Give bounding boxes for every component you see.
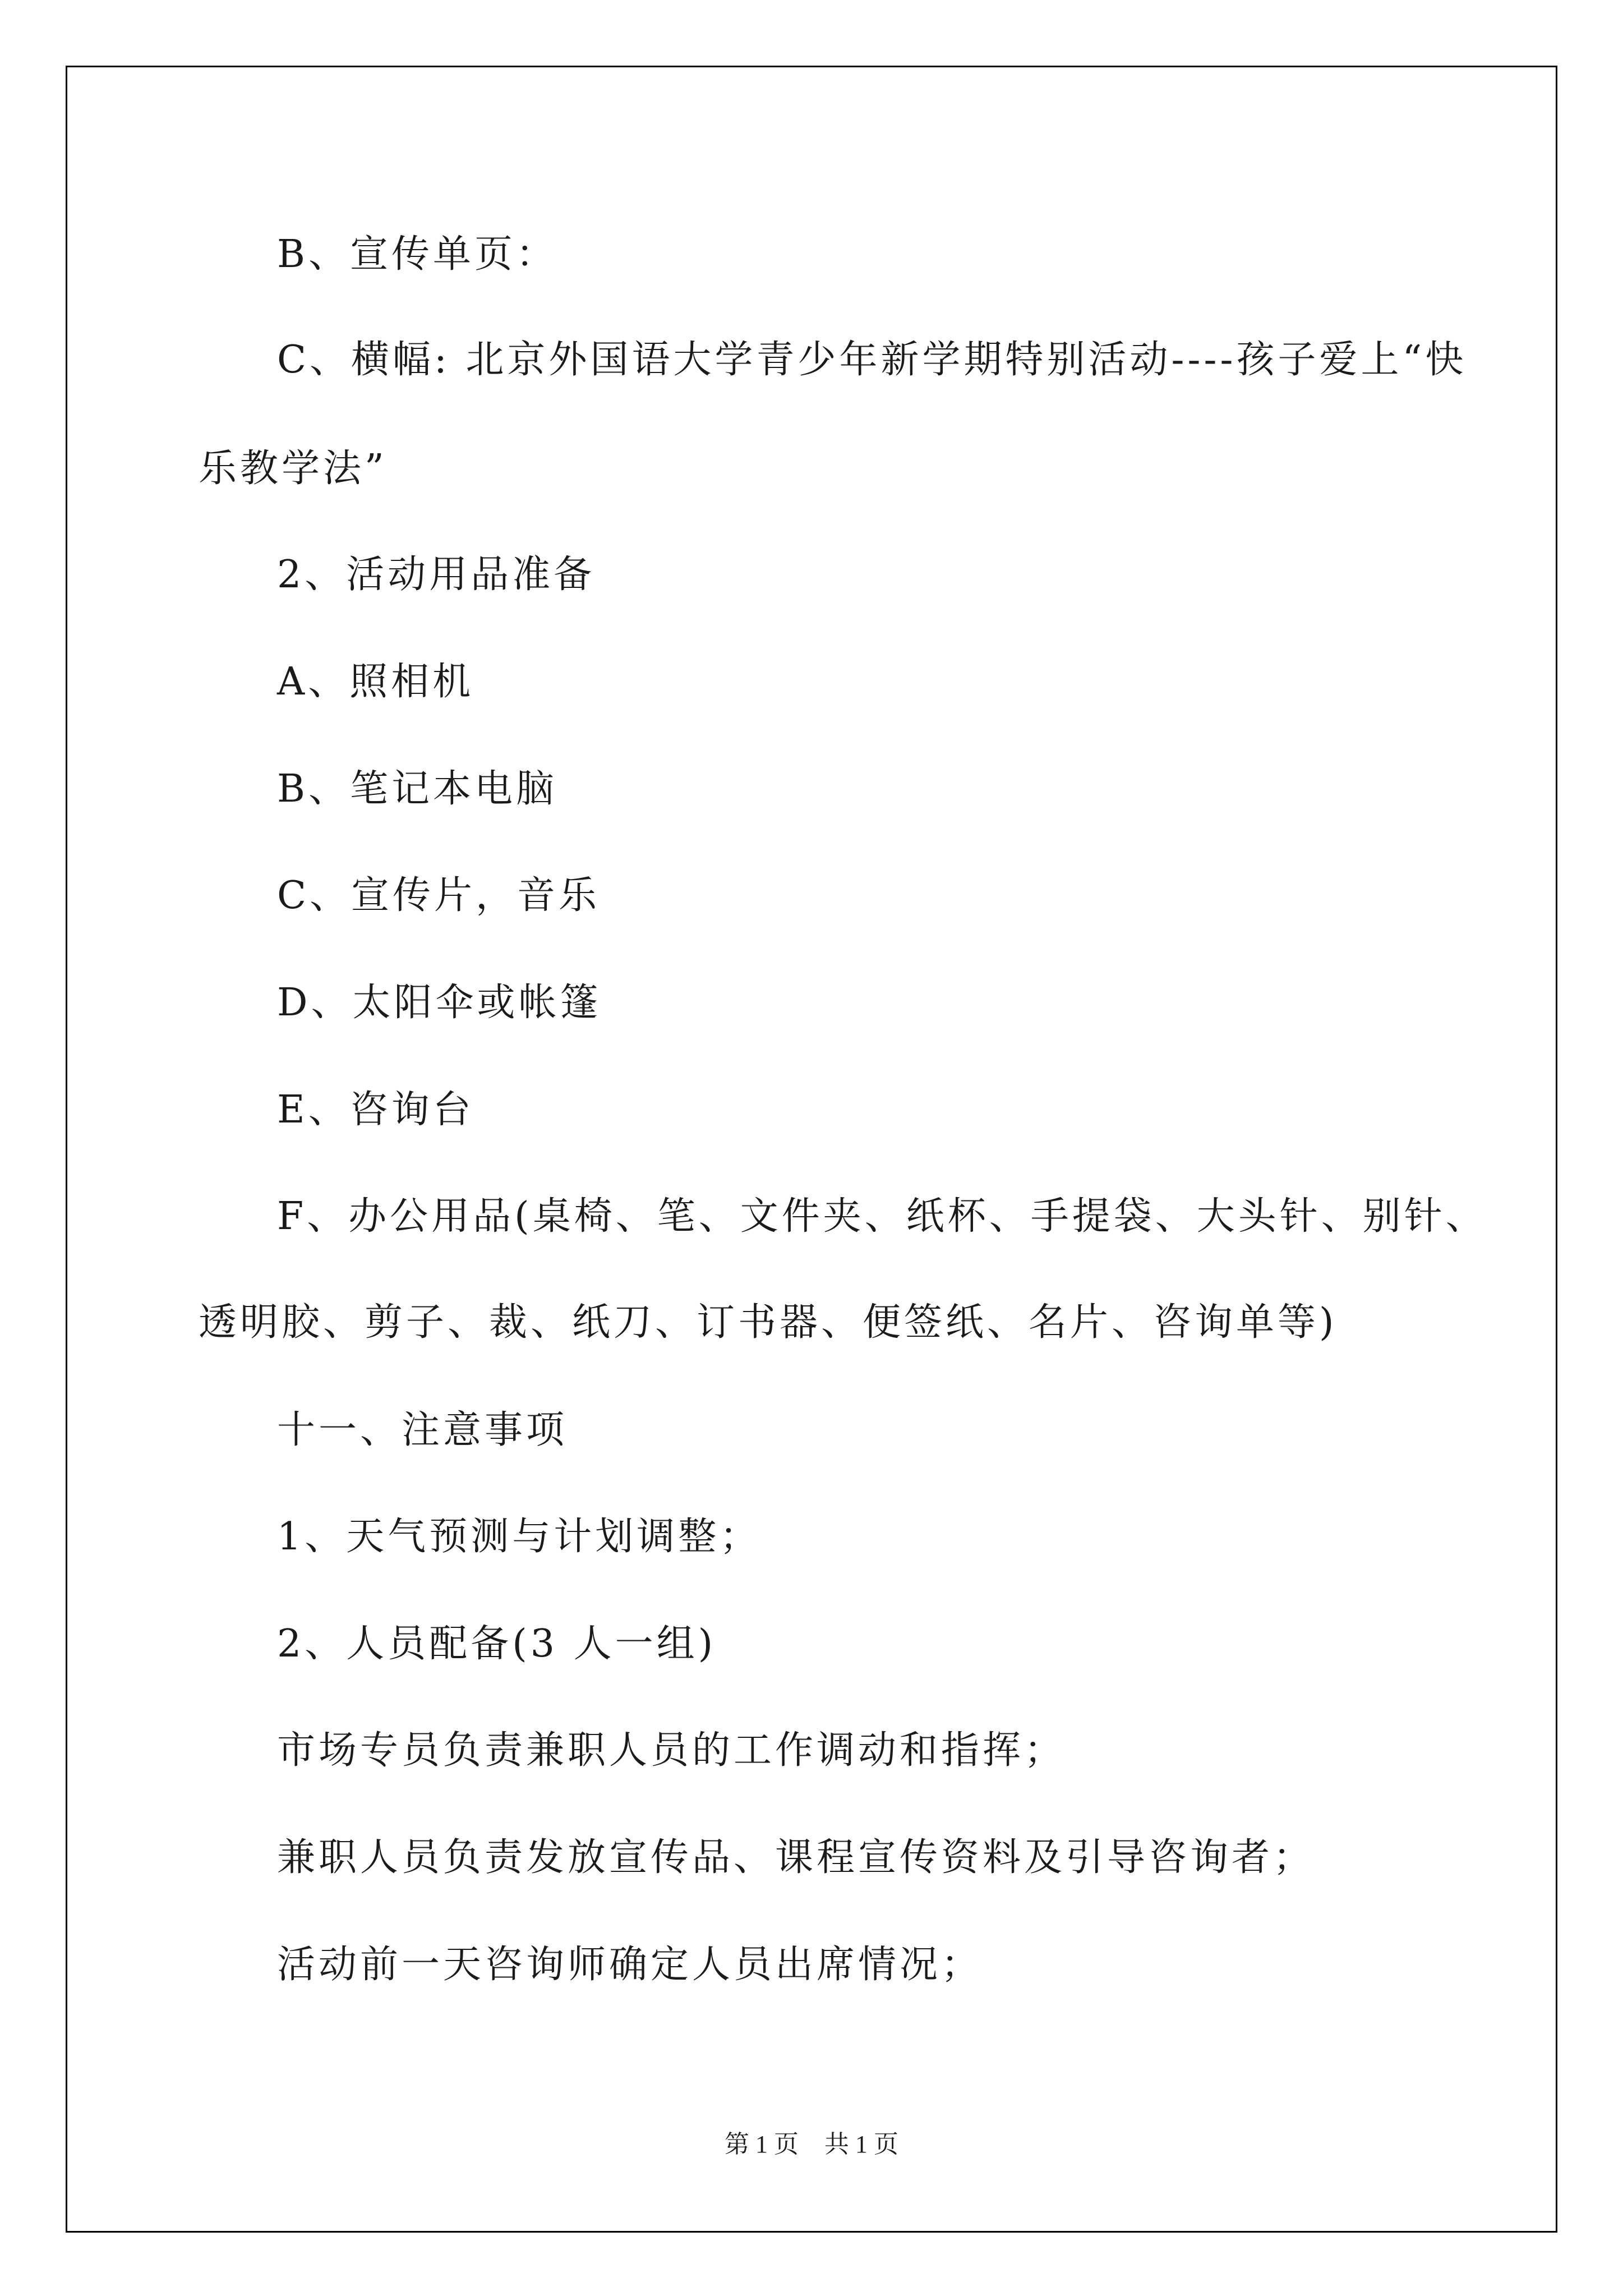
text-line: B、笔记本电脑 [277,767,557,811]
text-line: C、横幅: 北京外国语大学青少年新学期特别活动----孩子爱上“快 [277,338,1467,382]
text-line: 透明胶、剪子、裁、纸刀、订书器、便签纸、名片、咨询单等) [199,1300,1338,1345]
text-line: 2、人员配备(3 人一组) [277,1622,717,1666]
page-border [66,66,1557,2233]
text-line: F、办公用品(桌椅、笔、文件夹、纸杯、手提袋、大头针、别针、 [277,1194,1487,1239]
text-line: 1、天气预测与计划调整； [277,1515,762,1559]
text-line: C、宣传片，音乐 [277,873,601,918]
text-line: 市场专员负责兼职人员的工作调动和指挥； [277,1728,1066,1773]
text-line: E、咨询台 [277,1088,474,1132]
section-heading: 十一、注意事项 [277,1408,568,1452]
text-line: B、宣传单页： [277,232,557,277]
text-line: 活动前一天咨询师确定人员出席情况； [277,1943,983,1987]
text-line: A、照相机 [277,660,474,704]
section-heading: 2、活动用品准备 [277,553,596,597]
text-line: D、太阳伞或帐篷 [277,981,602,1025]
page-total: 共 1 页 [824,2131,898,2158]
text-line: 乐教学法” [199,447,388,491]
page-footer [0,2129,1623,2160]
text-line: 兼职人员负责发放宣传品、课程宣传资料及引导咨询者； [277,1835,1315,1880]
page-number: 第 1 页 [725,2131,799,2158]
